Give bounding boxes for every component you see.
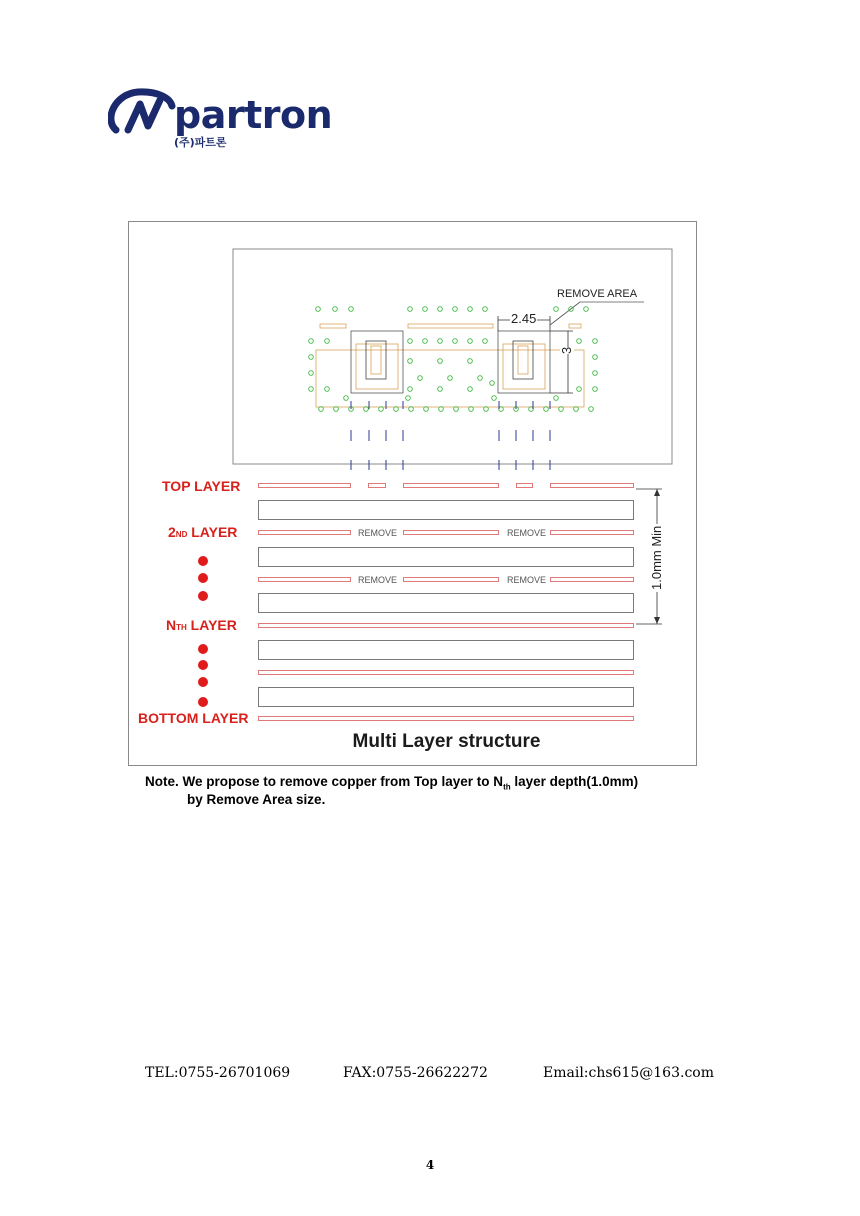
remove-area-right xyxy=(498,331,550,393)
nth-layer-copper xyxy=(258,623,634,628)
core-layer xyxy=(258,640,634,660)
nth-layer-label: NTH LAYER xyxy=(166,617,237,633)
page-number: 4 xyxy=(425,1158,435,1172)
core-layer xyxy=(258,547,634,567)
figure-title: Multi Layer structure xyxy=(352,731,541,752)
remove-area-label: REMOVE AREA xyxy=(557,288,638,300)
core-layer xyxy=(258,500,634,520)
ellipsis-dot xyxy=(198,644,208,654)
top-layer-copper xyxy=(516,483,533,488)
inner-layer-copper xyxy=(550,577,634,582)
second-layer-label: 2ND LAYER xyxy=(168,524,238,540)
remove-label: REMOVE xyxy=(507,528,547,538)
logo-wordmark: partron xyxy=(174,93,333,137)
second-layer-copper xyxy=(550,530,634,535)
core-layer xyxy=(258,593,634,613)
inner-layer-copper xyxy=(258,670,634,675)
ellipsis-dot xyxy=(198,573,208,583)
top-layer-copper xyxy=(403,483,499,488)
note-line-2: by Remove Area size. xyxy=(187,792,326,807)
ellipsis-dot xyxy=(198,660,208,670)
inner-layer-copper xyxy=(403,577,499,582)
logo-subtitle: (주)파트론 xyxy=(174,136,227,149)
top-layer-copper xyxy=(258,483,351,488)
second-layer-copper xyxy=(258,530,351,535)
inner-layer-copper xyxy=(258,577,351,582)
remove-label: REMOVE xyxy=(358,528,398,538)
bottom-layer-label: BOTTOM LAYER xyxy=(138,710,249,726)
note-line-1: Note. We propose to remove copper from Top layer to $N_{th}$ layer depth(1.0mm) xyxy=(145,774,639,792)
ellipsis-dot xyxy=(198,591,208,601)
ellipsis-dot xyxy=(198,697,208,707)
ellipsis-dot xyxy=(198,677,208,687)
footer-email: Email:chs615@163.com xyxy=(543,1065,714,1081)
width-dimension-label: 2.45 xyxy=(511,311,537,326)
remove-area-left xyxy=(351,331,403,393)
footer-tel: TEL:0755-26701069 xyxy=(145,1065,291,1081)
ellipsis-dot xyxy=(198,556,208,566)
remove-label: REMOVE xyxy=(358,575,398,585)
top-layer-copper xyxy=(550,483,634,488)
depth-dimension-label: 1.0mm Min xyxy=(649,525,664,590)
footer-fax: FAX:0755-26622272 xyxy=(343,1065,488,1081)
remove-label: REMOVE xyxy=(507,575,547,585)
bottom-layer-copper xyxy=(258,716,634,721)
height-dimension-label: 3 xyxy=(559,346,574,354)
top-layer-label: TOP LAYER xyxy=(162,478,241,494)
board-outline xyxy=(233,249,672,464)
top-layer-copper xyxy=(368,483,386,488)
second-layer-copper xyxy=(403,530,499,535)
core-layer xyxy=(258,687,634,707)
